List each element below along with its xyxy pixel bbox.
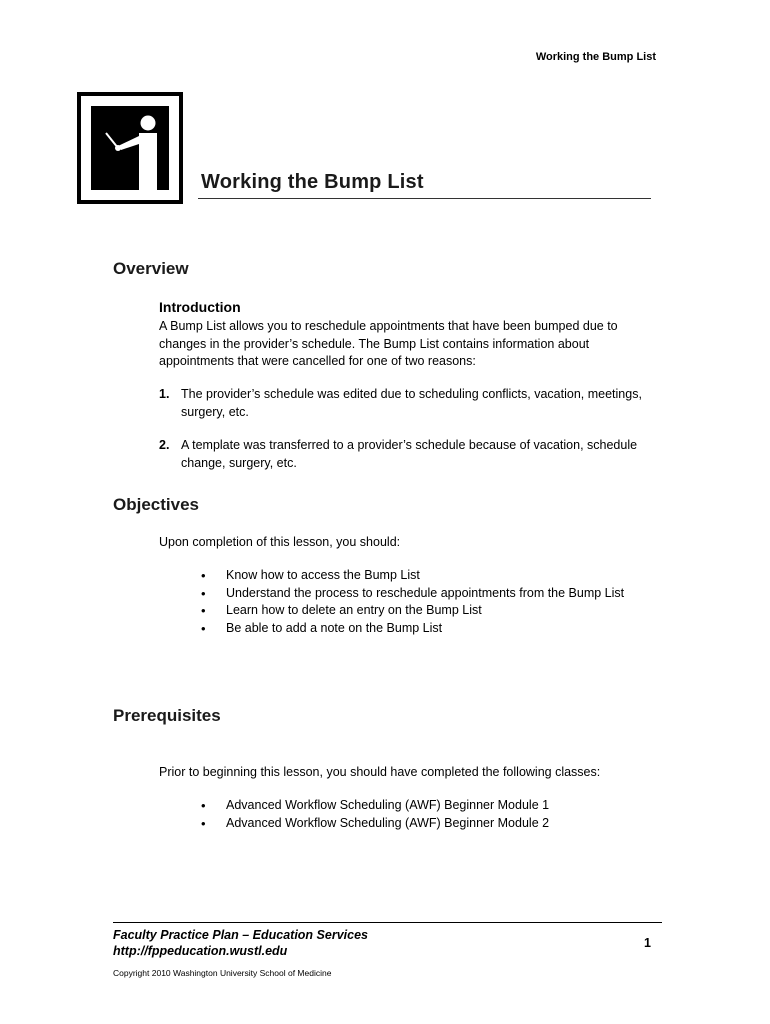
prerequisites-heading: Prerequisites xyxy=(113,706,221,725)
reason-item xyxy=(159,437,649,473)
reason-number: 2. xyxy=(159,438,170,452)
reason-text: The provider’s schedule was edited due to scheduling conflicts, vacation, meetings, surgery, etc. xyxy=(181,387,642,419)
footer-website-link[interactable]: http://fppeducation.wustl.edu xyxy=(113,944,288,958)
bullet-icon: • xyxy=(201,568,206,583)
list-item-text: Advanced Workflow Scheduling (AWF) Beginner Module 2 xyxy=(226,815,550,830)
list-item xyxy=(200,585,655,603)
prerequisites-intro: Prior to beginning this lesson, you should have completed the following classes: xyxy=(159,765,601,779)
list-item xyxy=(200,567,655,585)
logo-board xyxy=(91,106,169,190)
bullet-icon: • xyxy=(201,815,206,831)
presenter-figure xyxy=(91,106,169,190)
reason-number: 1. xyxy=(159,387,170,401)
list-item xyxy=(200,602,655,620)
title-underline xyxy=(198,198,651,199)
footer-org-name: Faculty Practice Plan – Education Services xyxy=(113,928,368,942)
prerequisites-list xyxy=(200,797,655,832)
reason-item xyxy=(159,386,649,422)
list-item xyxy=(200,620,655,638)
objectives-heading: Objectives xyxy=(113,495,199,514)
bullet-icon: • xyxy=(201,603,206,618)
list-item-text: Be able to add a note on the Bump List xyxy=(226,620,443,635)
list-item xyxy=(200,797,655,815)
reason-text: A template was transferred to a provider’s schedule because of vacation, schedule change, surgery, etc. xyxy=(181,438,638,470)
footer-organization xyxy=(113,927,368,959)
presenter-at-board-icon xyxy=(77,92,183,204)
bullet-icon: • xyxy=(201,585,206,601)
objectives-intro: Upon completion of this lesson, you should: xyxy=(159,535,401,549)
running-header: Working the Bump List xyxy=(535,51,656,63)
overview-heading: Overview xyxy=(113,259,189,278)
introduction-paragraph: A Bump List allows you to reschedule appointments that have been bumped due to changes in the provider’s schedule. The Bump List contains information about appointments that were cancelled for one of two reasons: xyxy=(159,319,618,368)
list-item-text: Know how to access the Bump List xyxy=(226,568,420,582)
list-item-text: Advanced Workflow Scheduling (AWF) Beginner Module 1 xyxy=(226,798,550,812)
bullet-icon: • xyxy=(201,798,206,813)
page-number: 1 xyxy=(644,936,651,950)
document-title: Working the Bump List xyxy=(201,171,424,193)
copyright-notice: Copyright 2010 Washington University School of Medicine xyxy=(113,968,332,978)
list-item-text: Learn how to delete an entry on the Bump List xyxy=(226,603,482,617)
footer-divider xyxy=(113,922,662,923)
list-item xyxy=(200,815,655,833)
introduction-heading: Introduction xyxy=(159,299,241,315)
list-item-text: Understand the process to reschedule appointments from the Bump List xyxy=(226,585,625,600)
bullet-icon: • xyxy=(201,620,206,636)
objectives-list xyxy=(200,567,655,637)
